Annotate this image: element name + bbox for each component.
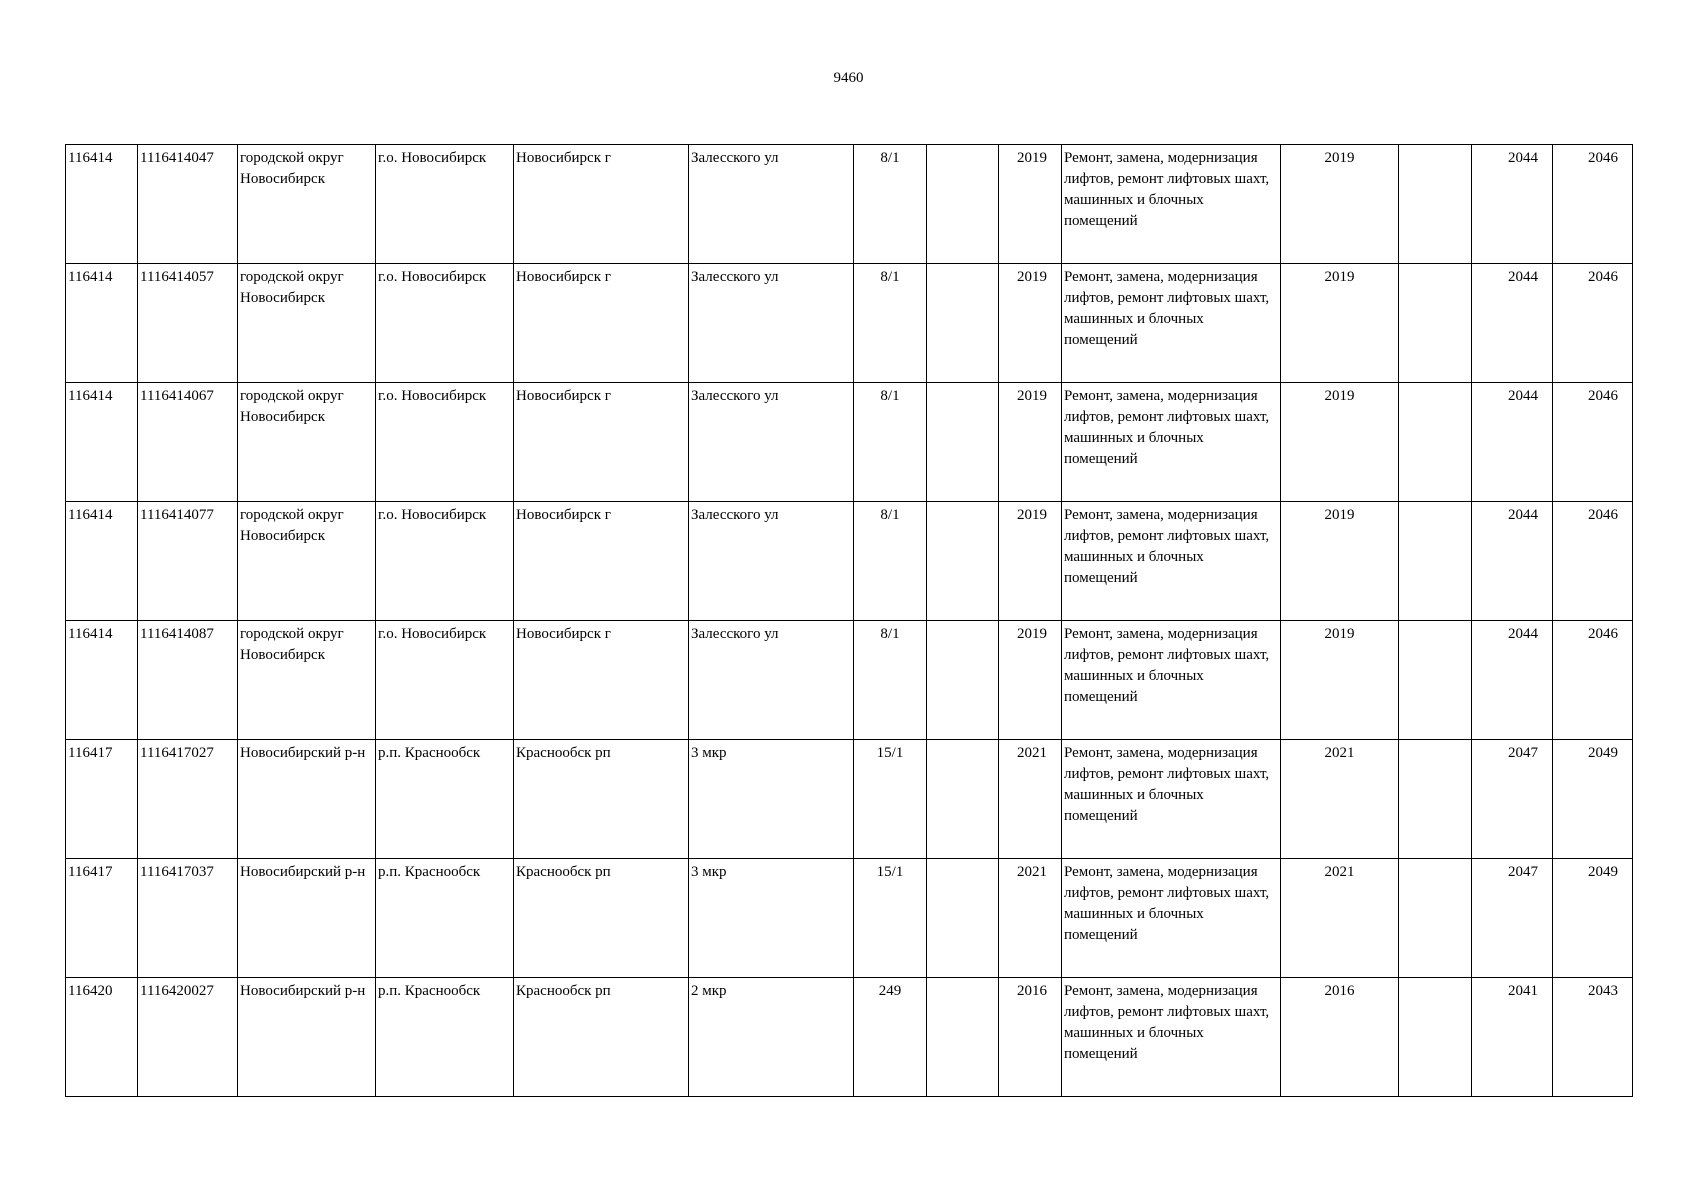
cell-year-from: 2041 (1472, 978, 1553, 1097)
cell-year: 2019 (999, 621, 1062, 740)
cell-settlement-type: г.о. Новосибирск (376, 264, 514, 383)
cell-locality: Краснообск рп (514, 978, 689, 1097)
cell-year: 2019 (999, 145, 1062, 264)
cell-street: 3 мкр (689, 740, 854, 859)
cell-year-planned: 2021 (1281, 859, 1399, 978)
cell-settlement-type: г.о. Новосибирск (376, 145, 514, 264)
cell-code: 116420 (66, 978, 138, 1097)
cell-code: 116414 (66, 264, 138, 383)
cell-year: 2021 (999, 859, 1062, 978)
cell-empty (1399, 383, 1472, 502)
cell-id: 1116417037 (138, 859, 238, 978)
table-row (66, 978, 1633, 1097)
cell-code: 116417 (66, 859, 138, 978)
cell-id: 1116414067 (138, 383, 238, 502)
table-row (66, 383, 1633, 502)
cell-locality: Краснообск рп (514, 859, 689, 978)
cell-municipality: городской округ Новосибирск (238, 383, 376, 502)
cell-street: 2 мкр (689, 978, 854, 1097)
cell-settlement-type: г.о. Новосибирск (376, 621, 514, 740)
cell-building (927, 383, 999, 502)
cell-street: 3 мкр (689, 859, 854, 978)
cell-year-to: 2049 (1553, 859, 1633, 978)
cell-code: 116414 (66, 383, 138, 502)
cell-year: 2021 (999, 740, 1062, 859)
cell-year-planned: 2016 (1281, 978, 1399, 1097)
cell-street: Залесского ул (689, 621, 854, 740)
cell-municipality: Новосибирский р-н (238, 740, 376, 859)
cell-code: 116414 (66, 621, 138, 740)
cell-empty (1399, 740, 1472, 859)
cell-year-from: 2044 (1472, 502, 1553, 621)
cell-municipality: городской округ Новосибирск (238, 502, 376, 621)
cell-year-to: 2046 (1553, 145, 1633, 264)
cell-settlement-type: р.п. Краснообск (376, 740, 514, 859)
cell-year-to: 2043 (1553, 978, 1633, 1097)
cell-year-from: 2047 (1472, 859, 1553, 978)
cell-building (927, 859, 999, 978)
cell-street: Залесского ул (689, 502, 854, 621)
cell-year-from: 2044 (1472, 145, 1553, 264)
cell-locality: Новосибирск г (514, 383, 689, 502)
cell-id: 1116414087 (138, 621, 238, 740)
cell-house: 8/1 (854, 502, 927, 621)
cell-work-type: Ремонт, замена, модернизация лифтов, ремонт лифтовых шахт, машинных и блочных помещений (1062, 264, 1281, 383)
cell-building (927, 621, 999, 740)
cell-work-type: Ремонт, замена, модернизация лифтов, ремонт лифтовых шахт, машинных и блочных помещений (1062, 145, 1281, 264)
cell-municipality: городской округ Новосибирск (238, 621, 376, 740)
cell-year-to: 2046 (1553, 264, 1633, 383)
cell-house: 249 (854, 978, 927, 1097)
cell-house: 8/1 (854, 383, 927, 502)
cell-empty (1399, 264, 1472, 383)
cell-building (927, 502, 999, 621)
cell-building (927, 978, 999, 1097)
cell-settlement-type: р.п. Краснообск (376, 978, 514, 1097)
cell-work-type: Ремонт, замена, модернизация лифтов, ремонт лифтовых шахт, машинных и блочных помещений (1062, 621, 1281, 740)
cell-id: 1116417027 (138, 740, 238, 859)
cell-locality: Новосибирск г (514, 145, 689, 264)
cell-year: 2019 (999, 264, 1062, 383)
cell-id: 1116414047 (138, 145, 238, 264)
cell-street: Залесского ул (689, 264, 854, 383)
cell-house: 15/1 (854, 859, 927, 978)
cell-empty (1399, 621, 1472, 740)
cell-work-type: Ремонт, замена, модернизация лифтов, ремонт лифтовых шахт, машинных и блочных помещений (1062, 978, 1281, 1097)
cell-locality: Краснообск рп (514, 740, 689, 859)
page-number: 9460 (833, 70, 864, 86)
cell-year: 2016 (999, 978, 1062, 1097)
cell-street: Залесского ул (689, 383, 854, 502)
cell-municipality: Новосибирский р-н (238, 978, 376, 1097)
cell-year-to: 2046 (1553, 502, 1633, 621)
cell-empty (1399, 145, 1472, 264)
cell-municipality: городской округ Новосибирск (238, 264, 376, 383)
cell-year-planned: 2021 (1281, 740, 1399, 859)
cell-id: 1116414057 (138, 264, 238, 383)
cell-house: 8/1 (854, 145, 927, 264)
cell-id: 1116420027 (138, 978, 238, 1097)
cell-building (927, 740, 999, 859)
cell-work-type: Ремонт, замена, модернизация лифтов, ремонт лифтовых шахт, машинных и блочных помещений (1062, 859, 1281, 978)
cell-code: 116417 (66, 740, 138, 859)
cell-id: 1116414077 (138, 502, 238, 621)
cell-work-type: Ремонт, замена, модернизация лифтов, ремонт лифтовых шахт, машинных и блочных помещений (1062, 740, 1281, 859)
cell-year-from: 2044 (1472, 621, 1553, 740)
table-row (66, 621, 1633, 740)
cell-street: Залесского ул (689, 145, 854, 264)
data-table (65, 144, 1633, 1097)
cell-year-to: 2049 (1553, 740, 1633, 859)
table-row (66, 264, 1633, 383)
table-row (66, 859, 1633, 978)
cell-empty (1399, 502, 1472, 621)
cell-year-planned: 2019 (1281, 264, 1399, 383)
cell-settlement-type: г.о. Новосибирск (376, 383, 514, 502)
cell-year-from: 2044 (1472, 264, 1553, 383)
cell-empty (1399, 978, 1472, 1097)
cell-building (927, 264, 999, 383)
cell-house: 15/1 (854, 740, 927, 859)
cell-year-planned: 2019 (1281, 502, 1399, 621)
cell-empty (1399, 859, 1472, 978)
cell-work-type: Ремонт, замена, модернизация лифтов, ремонт лифтовых шахт, машинных и блочных помещений (1062, 383, 1281, 502)
cell-locality: Новосибирск г (514, 264, 689, 383)
cell-year: 2019 (999, 383, 1062, 502)
table-row (66, 502, 1633, 621)
cell-year-from: 2044 (1472, 383, 1553, 502)
cell-year-planned: 2019 (1281, 383, 1399, 502)
cell-locality: Новосибирск г (514, 502, 689, 621)
cell-building (927, 145, 999, 264)
cell-year-from: 2047 (1472, 740, 1553, 859)
table-row (66, 740, 1633, 859)
cell-house: 8/1 (854, 264, 927, 383)
cell-work-type: Ремонт, замена, модернизация лифтов, ремонт лифтовых шахт, машинных и блочных помещений (1062, 502, 1281, 621)
cell-locality: Новосибирск г (514, 621, 689, 740)
table-row (66, 145, 1633, 264)
cell-municipality: Новосибирский р-н (238, 859, 376, 978)
cell-year-planned: 2019 (1281, 621, 1399, 740)
cell-municipality: городской округ Новосибирск (238, 145, 376, 264)
cell-year-to: 2046 (1553, 383, 1633, 502)
cell-house: 8/1 (854, 621, 927, 740)
cell-settlement-type: г.о. Новосибирск (376, 502, 514, 621)
cell-code: 116414 (66, 145, 138, 264)
cell-year-to: 2046 (1553, 621, 1633, 740)
cell-year: 2019 (999, 502, 1062, 621)
cell-settlement-type: р.п. Краснообск (376, 859, 514, 978)
cell-year-planned: 2019 (1281, 145, 1399, 264)
cell-code: 116414 (66, 502, 138, 621)
